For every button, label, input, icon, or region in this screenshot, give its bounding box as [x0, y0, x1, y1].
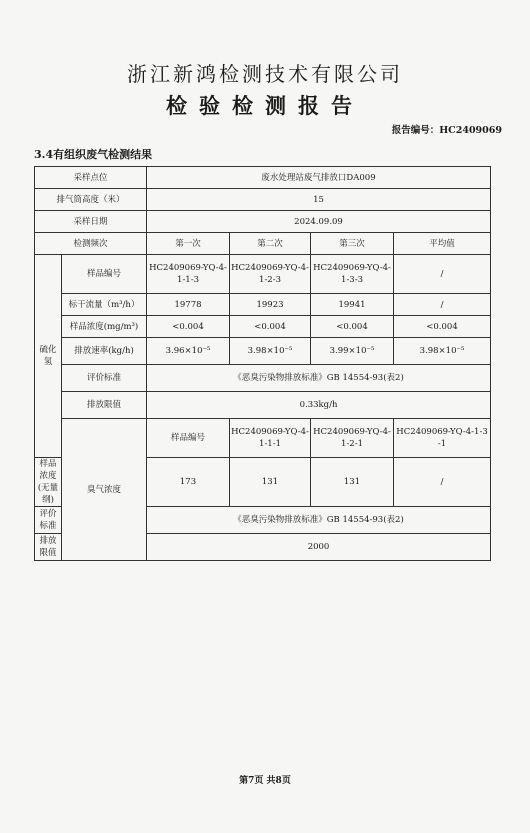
- h2s-sample-id-label: 样品编号: [62, 255, 147, 294]
- table-row: [35, 419, 491, 458]
- h2s-conc-value: <0.004: [147, 316, 230, 338]
- sampling-date-value: 2024.09.09: [147, 211, 491, 233]
- report-title: 检验检测报告: [166, 94, 364, 118]
- stack-height-value: 15: [147, 189, 491, 211]
- odor-sample-id: HC2409069-YQ-4-1-2-1: [311, 419, 394, 458]
- page-number: 第7页 共8页: [239, 776, 291, 786]
- section-title: 3.4有组织废气检测结果: [34, 148, 153, 161]
- h2s-rate-value: 3.99×10⁻⁵: [311, 338, 394, 365]
- stack-height-label: 排气筒高度（米）: [35, 189, 147, 211]
- h2s-group-label: 硫化氢: [35, 255, 62, 458]
- table-row: [35, 365, 491, 392]
- frequency-header: 第三次: [311, 233, 394, 255]
- odor-standard-label: 评价标准: [35, 507, 62, 534]
- h2s-standard-label: 评价标准: [62, 365, 147, 392]
- odor-conc-label: 样品浓度(无量纲): [35, 458, 62, 507]
- h2s-conc-value: <0.004: [311, 316, 394, 338]
- odor-sample-id: HC2409069-YQ-4-1-3-1: [394, 419, 491, 458]
- h2s-standard-value: 《恶臭污染物排放标准》GB 14554-93(表2): [147, 365, 491, 392]
- h2s-flow-value: 19923: [230, 294, 311, 316]
- table-row: [35, 392, 491, 419]
- odor-conc-value: 131: [230, 458, 311, 507]
- h2s-rate-value: 3.96×10⁻⁵: [147, 338, 230, 365]
- table-row: [35, 189, 491, 211]
- h2s-rate-value: 3.98×10⁻⁵: [230, 338, 311, 365]
- h2s-sample-id: /: [394, 255, 491, 294]
- h2s-limit-label: 排放限值: [62, 392, 147, 419]
- h2s-conc-label: 样品浓度(mg/m³): [62, 316, 147, 338]
- h2s-flow-label: 标干流量（m³/h）: [62, 294, 147, 316]
- sampling-date-label: 采样日期: [35, 211, 147, 233]
- table-row: [35, 167, 491, 189]
- h2s-limit-value: 0.33kg/h: [147, 392, 491, 419]
- table-row: [35, 233, 491, 255]
- frequency-label: 检测频次: [35, 233, 147, 255]
- odor-group-label: 臭气浓度: [62, 419, 147, 561]
- odor-standard-value: 《恶臭污染物排放标准》GB 14554-93(表2): [147, 507, 491, 534]
- frequency-header: 第一次: [147, 233, 230, 255]
- h2s-sample-id: HC2409069-YQ-4-1-2-3: [230, 255, 311, 294]
- sampling-point-label: 采样点位: [35, 167, 147, 189]
- h2s-rate-label: 排放速率(kg/h): [62, 338, 147, 365]
- report-number: 报告编号：HC2409069: [391, 125, 502, 136]
- table-row: [35, 338, 491, 365]
- odor-conc-value: 173: [147, 458, 230, 507]
- sampling-point-value: 废水处理站废气排放口DA009: [147, 167, 491, 189]
- odor-sample-id-label: 样品编号: [147, 419, 230, 458]
- h2s-conc-value: <0.004: [394, 316, 491, 338]
- h2s-conc-value: <0.004: [230, 316, 311, 338]
- h2s-flow-value: 19778: [147, 294, 230, 316]
- odor-limit-value: 2000: [147, 534, 491, 561]
- h2s-flow-value: 19941: [311, 294, 394, 316]
- table-row: [35, 316, 491, 338]
- h2s-sample-id: HC2409069-YQ-4-1-1-3: [147, 255, 230, 294]
- h2s-sample-id: HC2409069-YQ-4-1-3-3: [311, 255, 394, 294]
- odor-limit-label: 排放限值: [35, 534, 62, 561]
- emission-results-table: [34, 166, 491, 561]
- odor-conc-value: /: [394, 458, 491, 507]
- table-row: [35, 294, 491, 316]
- company-name: 浙江新鸿检测技术有限公司: [127, 62, 403, 86]
- h2s-flow-value: /: [394, 294, 491, 316]
- table-row: [35, 211, 491, 233]
- h2s-rate-value: 3.98×10⁻⁵: [394, 338, 491, 365]
- frequency-header: 平均值: [394, 233, 491, 255]
- frequency-header: 第二次: [230, 233, 311, 255]
- odor-sample-id: HC2409069-YQ-4-1-1-1: [230, 419, 311, 458]
- table-row: [35, 255, 491, 294]
- odor-conc-value: 131: [311, 458, 394, 507]
